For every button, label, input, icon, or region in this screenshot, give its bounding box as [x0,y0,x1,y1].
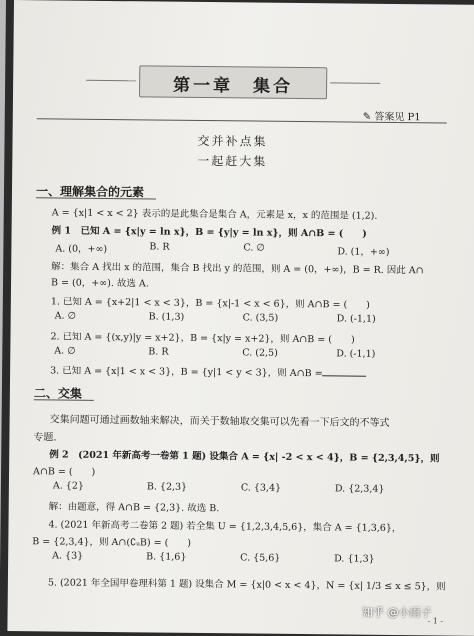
subtitle-1: 交并补点集 [197,133,268,149]
question-4-option-a: A. {3} [52,550,84,562]
chapter-title: 第一章 集合 [173,75,294,97]
section-2-heading: 二、交集 [33,386,82,401]
subtitle-2: 一起赶大集 [197,153,268,169]
example-1-option-b: B. R [149,241,170,253]
example-2-option-c: C. {3,4} [240,482,282,494]
example-2-line2: A∩B = ( ) [33,466,96,478]
question-2-option-b: B. R [148,346,169,358]
example-2-option-a: A. {2} [52,480,85,492]
question-3 [50,362,367,379]
pen-icon: ✎ [362,111,372,123]
question-1: 1. 已知 A = {x+2|1 < x < 3}，B = {x|-1 < x < 6}，则 A∩B = ( ) [50,296,370,311]
question-4-line1: 4. (2021 年新高考二卷第 2 题) 若全集 U = {1,2,3,4,5,6}，集合 A = {1,3,6}， [48,519,402,535]
section-2-intro-line1: 交集问题可通过画数轴来解决，而关于数轴取交集可以先看一下后文的不等式 [49,414,390,429]
question-4-line2: B = {2,3,4}，则 A∩(∁ᵤB) = ( ) [32,536,192,549]
chapter-banner [139,65,327,99]
watermark [362,604,432,620]
question-3-text: 3. 已知 A = {x|1 < x < 3}，B = {y|1 < y < 3}，则 A∩B = [50,365,323,380]
question-2-option-a: A. ∅ [54,345,76,357]
example-1-option-c: C. ∅ [243,242,265,254]
question-2: 2. 已知 A = {(x,y)|y = x+2}，B = {x|y = x+2}，则 A∩B = ( ) [50,331,355,346]
answer-blank [323,375,367,376]
example-2-option-b: B. {2,3} [146,481,188,493]
example-2-option-d: D. {2,3,4} [334,483,385,495]
example-1: 例 1 已知 A = {x|y = ln x}，B = {y|y = ln x}，则 A∩B = ( ) [51,225,367,240]
example-1-option-a: A. (0，+∞) [55,243,108,255]
page-left-fold [0,0,6,631]
question-1-option-a: A. ∅ [54,310,76,322]
question-4-option-d: D. {1,3} [334,553,375,565]
section-1-heading: 一、理解集合的元素 [35,184,145,200]
section-1-intro: A = {x|1 < x < 2} 表示的是此集合是集合 A，元素是 x，x 的范围是 (1,2). [51,207,378,222]
question-1-option-d: D. (-1,1) [336,313,376,325]
watermark-text: 知乎 @小雨子 [362,606,432,619]
question-5: 5. (2021 年全国甲卷理科第 1 题) 设集合 M = {x|0 < x < 4}，N = {x| 1/3 ≤ x ≤ 5}，则 [47,577,446,593]
example-1-option-d: D. (1，+∞) [337,246,390,258]
example-2-line1: 例 2 (2021 年新高考一卷第 1 题) 设集合 A = {x| -2 < x < 4}，B = {2,3,4,5}，则 [49,449,440,465]
example-2-solution: 解：由题意，得 A∩B = {2,3}. 故选 B. [48,501,220,515]
question-1-option-b: B. (1,3) [148,311,185,323]
example-1-solution-line2: B = (0，+∞). 故选 A. [50,277,149,290]
answer-ref-text: 答案见 P1 [374,111,421,124]
question-1-option-c: C. (3,5) [242,312,279,324]
question-2-option-c: C. (2,5) [242,347,278,359]
example-1-solution-line1: 解：集合 A 找出 x 的范围，集合 B 找出 y 的范围，则 A = (0，+∞)，B = R. 因此 A∩ [51,261,424,277]
question-2-option-d: D. (-1,1) [336,348,376,360]
page-number: - 1 - [427,616,444,626]
book-page [7,0,474,636]
question-4-option-b: B. {1,6} [146,551,187,563]
question-4-option-c: C. {5,6} [240,552,281,564]
section-2-intro-line2: 专题. [33,432,57,444]
